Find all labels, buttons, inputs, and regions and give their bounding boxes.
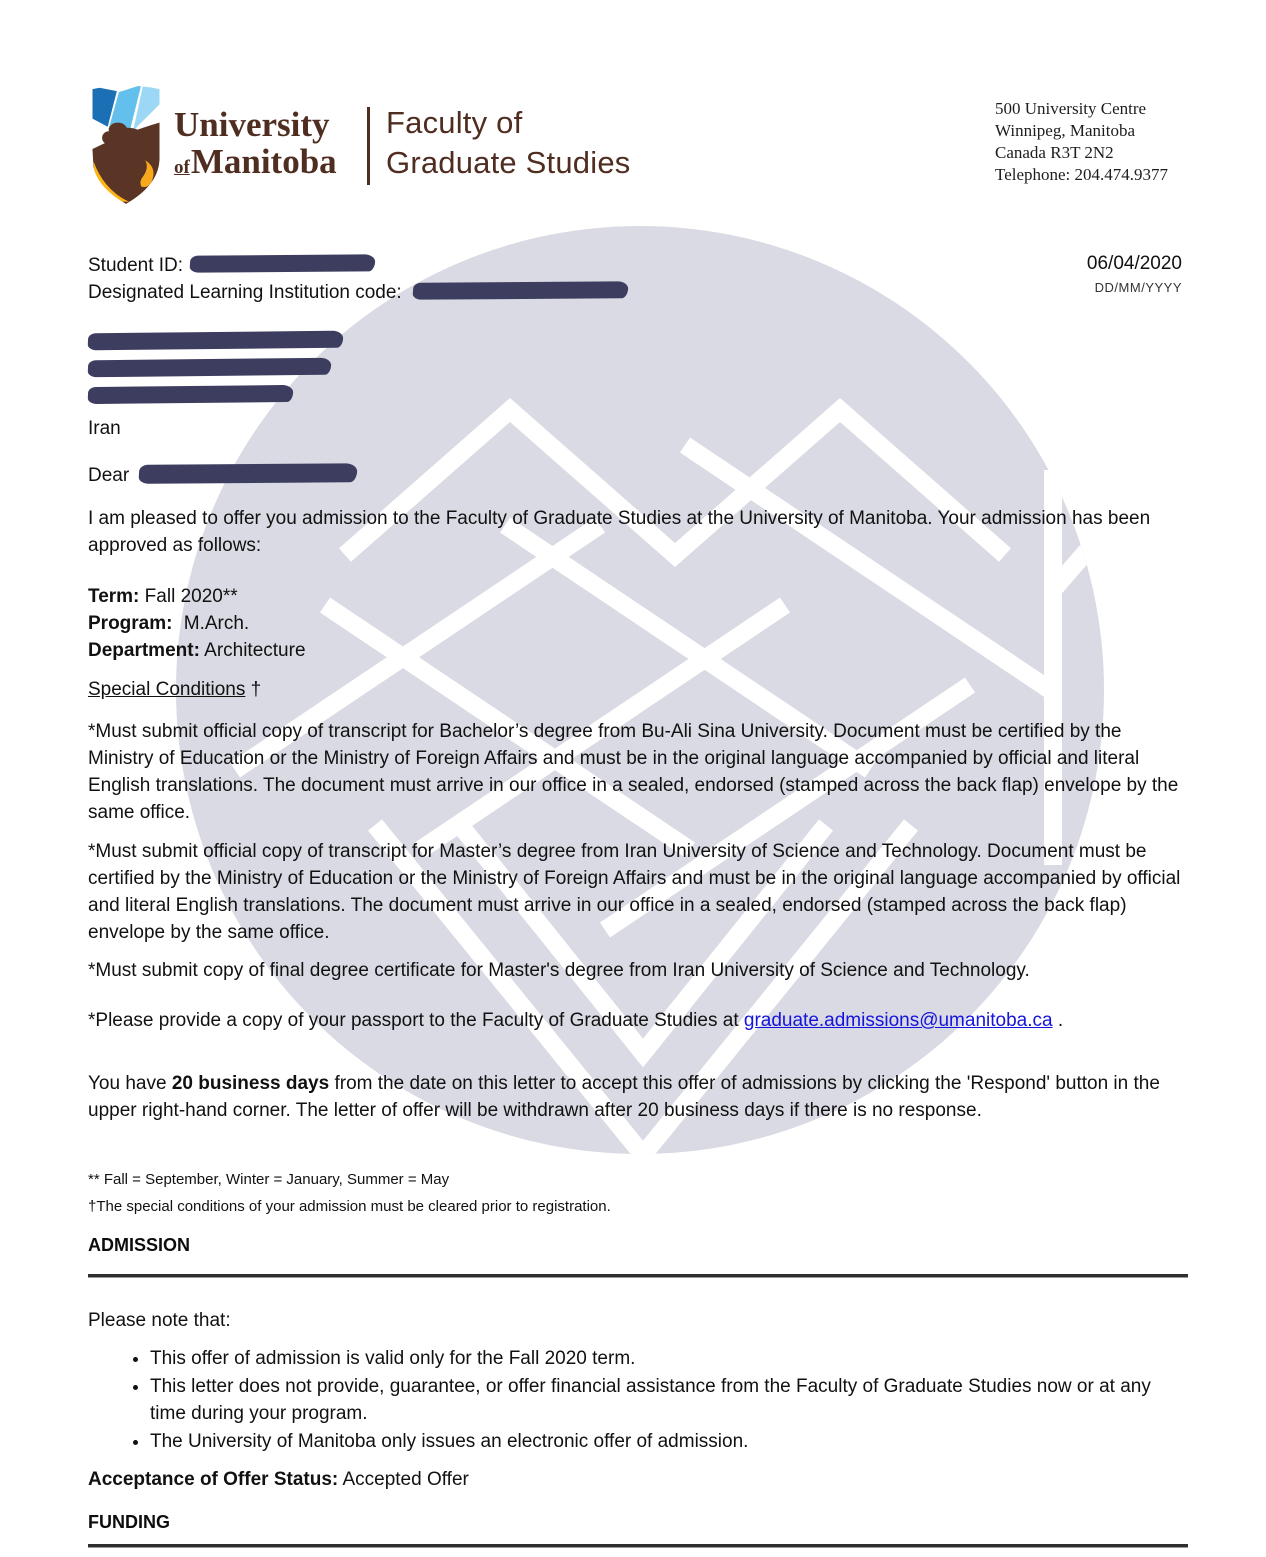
wordmark-of: of xyxy=(174,157,190,178)
letterhead-address xyxy=(995,98,1195,186)
date-block xyxy=(1087,252,1182,295)
address-line: 500 University Centre xyxy=(995,99,1147,118)
department-line: Department: Architecture xyxy=(88,640,306,661)
admission-details xyxy=(88,583,1188,664)
redacted-street xyxy=(88,358,332,378)
wordmark-line1: University xyxy=(174,105,330,144)
acceptance-status-line: Acceptance of Offer Status: Accepted Offer xyxy=(88,1469,469,1490)
meta-block xyxy=(88,252,1188,306)
notes-list xyxy=(88,1345,1188,1456)
note-item: • The University of Manitoba only issues an electronic offer of admission. xyxy=(150,1428,1188,1455)
address-line: Telephone: 204.474.9377 xyxy=(995,165,1169,184)
funding-section-heading: FUNDING xyxy=(88,1512,170,1532)
letterhead-divider xyxy=(367,107,370,185)
student-id-line: Student ID: xyxy=(88,252,1188,279)
address-line: Canada R3T 2N2 xyxy=(995,143,1114,162)
faculty-name: Faculty of Graduate Studies xyxy=(386,105,631,180)
recipient-address xyxy=(88,334,1188,442)
redacted-recipient-name xyxy=(88,331,344,351)
please-note-line: Please note that: xyxy=(88,1310,231,1331)
note-item: • This offer of admission is valid only for the Fall 2020 term. xyxy=(150,1345,1188,1372)
respond-paragraph: You have 20 business days from the date on this letter to accept this offer of admissions by clicking the 'Respond' button in the upper right-hand corner. The letter of offer will be withdrawn after 20 business days if there is no response. xyxy=(88,1073,1160,1121)
university-of-manitoba-logo xyxy=(86,84,166,206)
intro-paragraph: I am pleased to offer you admission to the Faculty of Graduate Studies at the University of Manitoba. Your admission has been approved as follows: xyxy=(88,508,1151,556)
footnote-terms: ** Fall = September, Winter = January, Summer = May xyxy=(88,1171,450,1188)
university-wordmark xyxy=(174,106,337,186)
dli-line: Designated Learning Institution code: xyxy=(88,279,1188,306)
redacted-student-id xyxy=(190,255,376,273)
term-line: Term: Fall 2020** xyxy=(88,586,238,607)
admissions-email-link[interactable]: graduate.admissions@umanitoba.ca xyxy=(743,1010,1053,1031)
condition-paragraph-1: *Must submit official copy of transcript for Bachelor’s degree from Bu-Ali Sina University. Document must be certified by the Ministry of Education or the Ministry of Foreign Affairs and must be in the original language accompanied by official and literal English translations. The document must arrive in our office in a sealed, endorsed (stamped across the back flap) envelope by the same office. xyxy=(88,721,1179,823)
recipient-country: Iran xyxy=(88,418,121,439)
date-format-hint: DD/MM/YYYY xyxy=(1094,280,1182,295)
admission-section-rule xyxy=(88,1274,1188,1277)
redacted-dli-code xyxy=(412,282,628,301)
redacted-city-postal xyxy=(88,385,294,404)
redacted-salutation-name xyxy=(139,464,358,485)
address-line: Winnipeg, Manitoba xyxy=(995,121,1136,140)
note-item: • This letter does not provide, guarantee, or offer financial assistance from the Faculty of Graduate Studies now or at any time during your program. xyxy=(150,1373,1188,1427)
condition-paragraph-2: *Must submit official copy of transcript for Master’s degree from Iran University of Science and Technology. Document must be certified by the Ministry of Education or the Ministry of Foreign Affairs and must be in the original language accompanied by official and literal English translations. The document must arrive in our office in a sealed, endorsed (stamped across the back flap) envelope by the same office. xyxy=(88,841,1181,943)
wordmark-line2: ofManitoba xyxy=(174,142,337,181)
salutation: Dear xyxy=(88,462,1188,489)
acceptance-status-value: Accepted Offer xyxy=(342,1469,469,1490)
condition-paragraph-3: *Must submit copy of final degree certificate for Master's degree from Iran University of Science and Technology. xyxy=(88,960,1030,981)
admission-section-heading: ADMISSION xyxy=(88,1235,191,1255)
dagger-mark: † xyxy=(250,679,262,700)
special-conditions-heading: Special Conditions † xyxy=(88,679,262,700)
program-line: Program: M.Arch. xyxy=(88,613,250,634)
funding-section-rule xyxy=(88,1544,1188,1547)
condition-paragraph-4: *Please provide a copy of your passport to the Faculty of Graduate Studies at graduate.admissions@umanitoba.ca . xyxy=(88,1010,1064,1031)
letter-date: 06/04/2020 xyxy=(1086,253,1182,274)
footnote-conditions: †The special conditions of your admission must be cleared prior to registration. xyxy=(88,1198,611,1215)
